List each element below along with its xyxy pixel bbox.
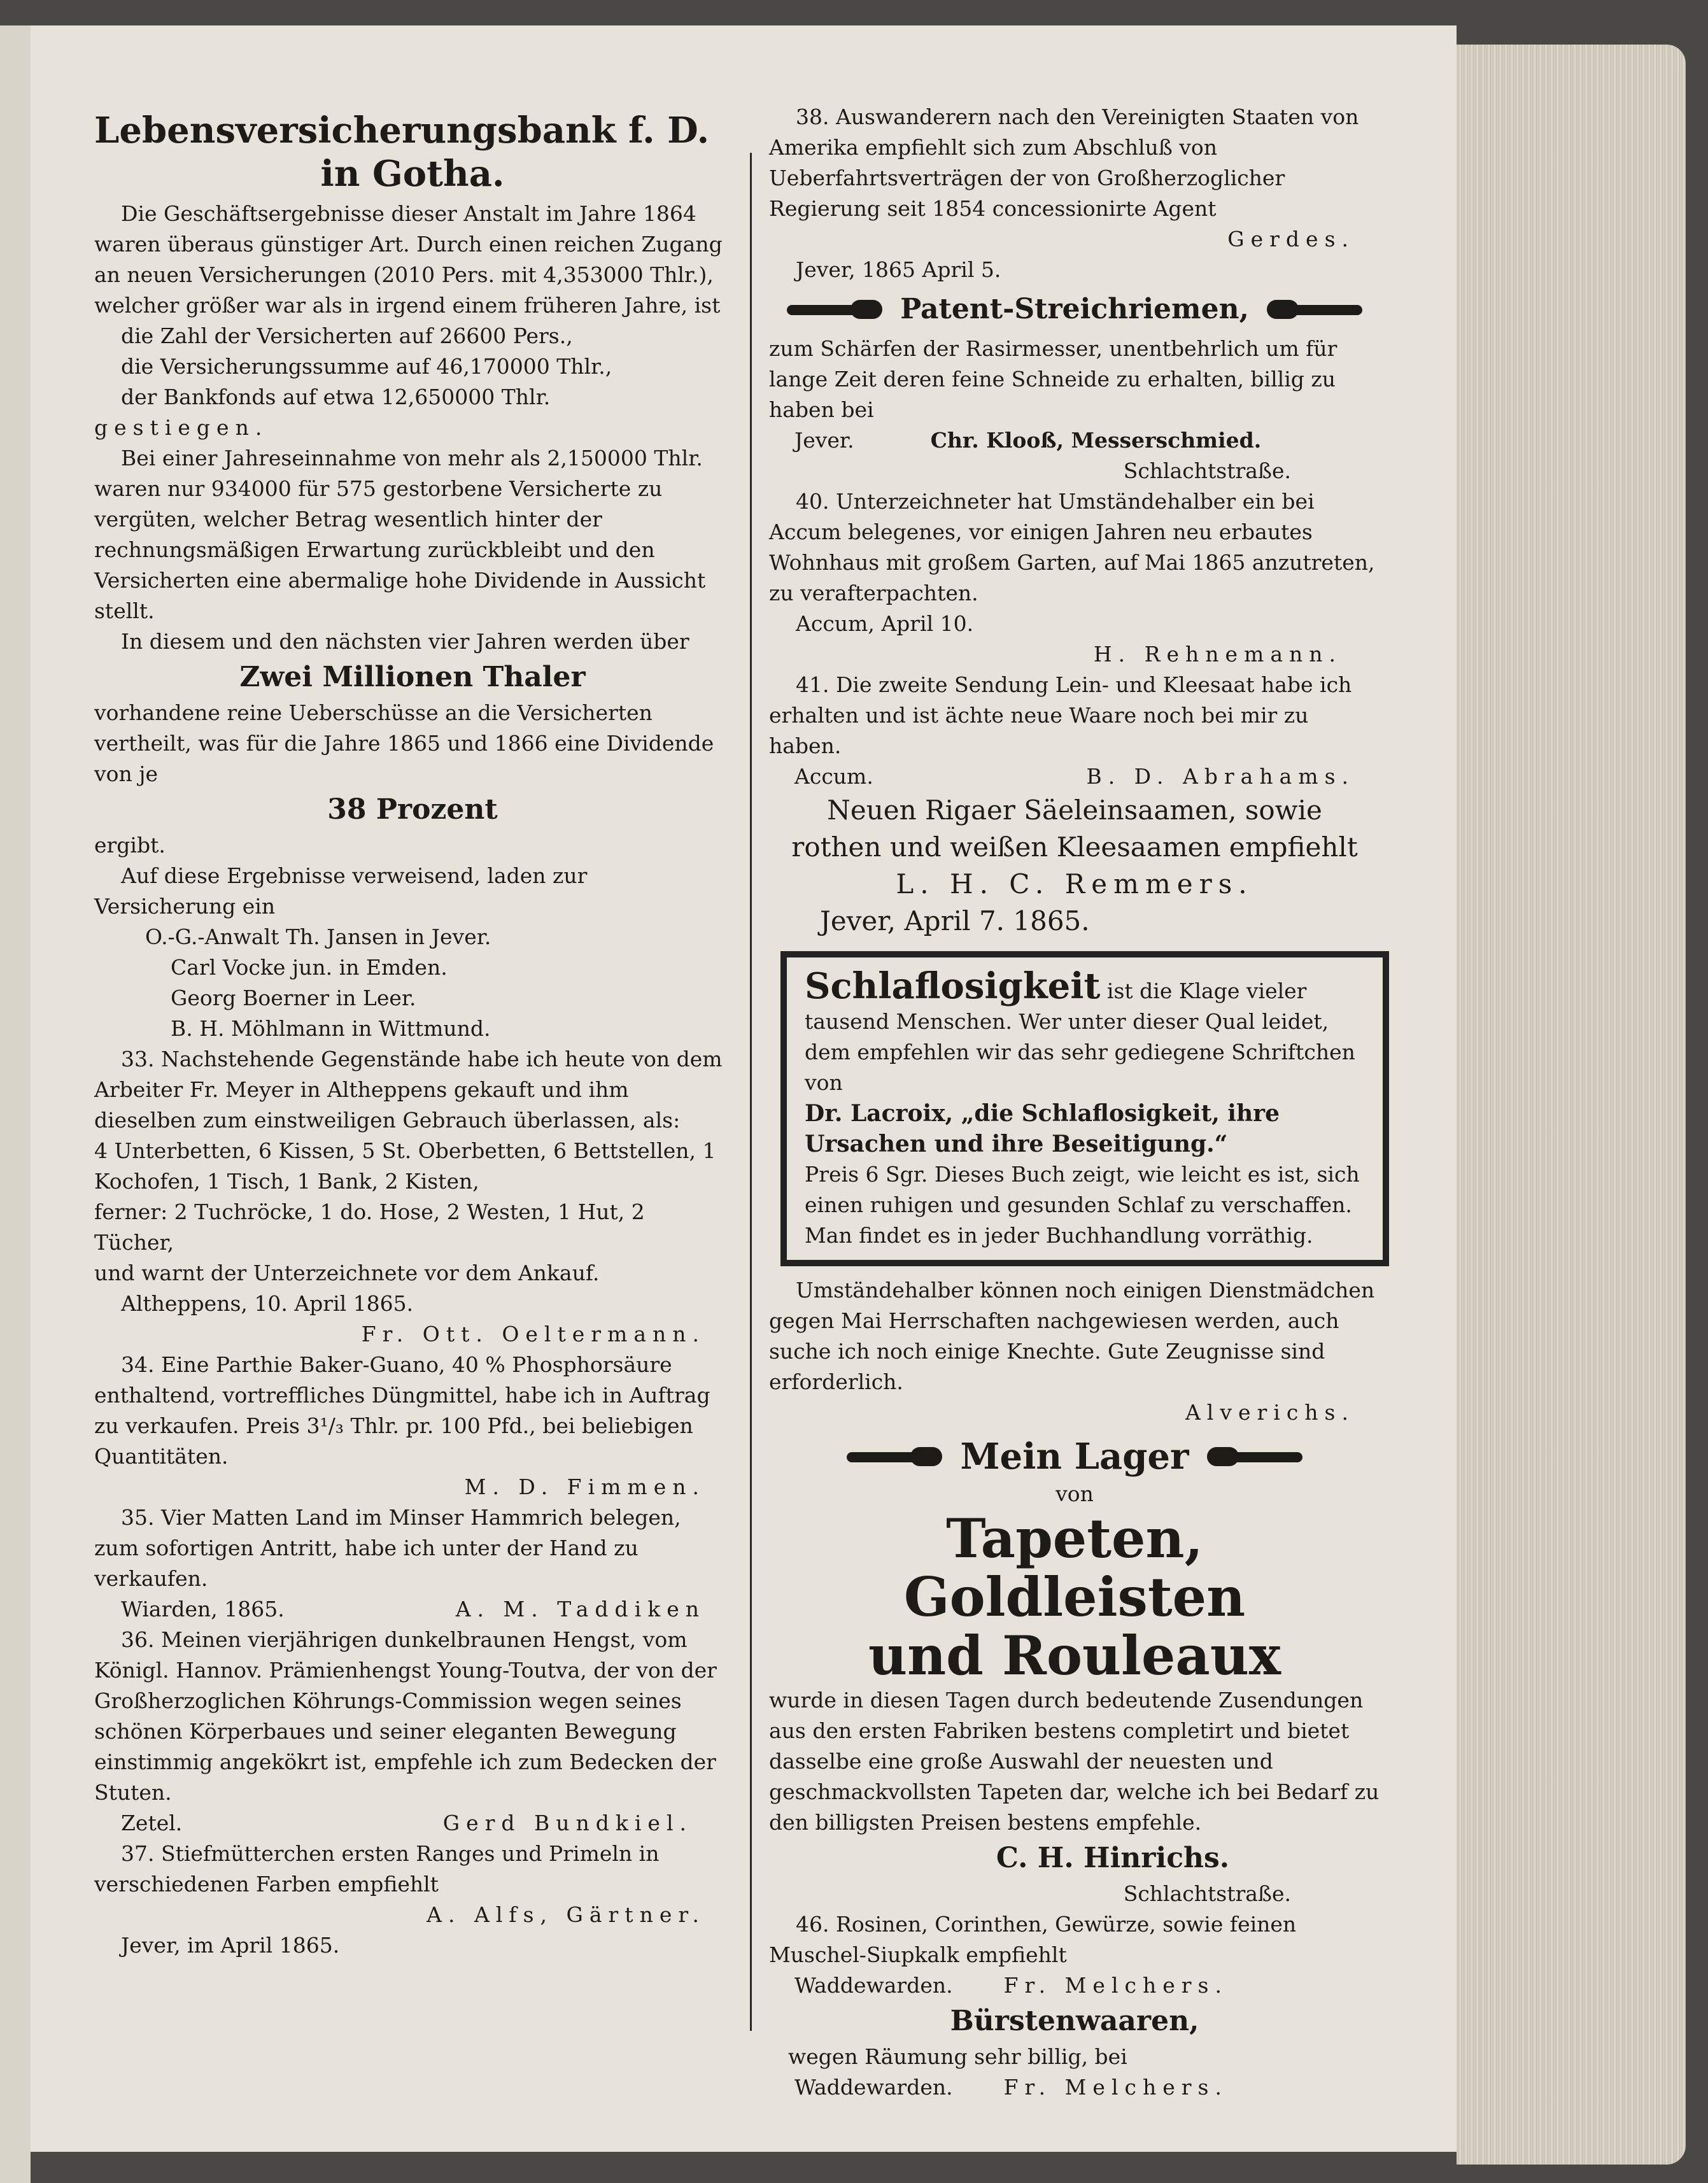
buersten-heading: Bürstenwaaren,	[950, 2005, 1199, 2037]
notice-37: 37. Stiefmütterchen ersten Ranges und Primeln in verschiedenen Farben empfiehlt	[94, 1841, 660, 1897]
insurance-stat-3: der Bankfonds auf etwa 12,650000 Thlr.	[121, 385, 551, 409]
rigaer-place: Jever, April 7. 1865.	[820, 905, 1090, 936]
notice-37-signature: A. Alfs, Gärtner.	[427, 1902, 705, 1927]
schlaflosigkeit-ad-text-2: Preis 6 Sgr. Dieses Buch zeigt, wie leicht es ist, sich einen ruhigen und gesunden Schlaf zu verschaffen. Man findet es in jeder Buchhandlung vorräthig.	[805, 1162, 1360, 1248]
patent-footer	[769, 425, 1380, 456]
buersten-text: wegen Räumung sehr billig, bei	[788, 2044, 1127, 2069]
schlaflosigkeit-book-title: Dr. Lacroix, „die Schlaflosigkeit, ihre Ursachen und ihre Beseitigung.“	[805, 1100, 1280, 1157]
patent-street: Schlachtstraße.	[1123, 458, 1291, 483]
agent-3: Georg Boerner in Leer.	[171, 986, 416, 1010]
notice-38-signature: Gerdes.	[1227, 227, 1355, 251]
lager-heading-row	[769, 1434, 1380, 1479]
notice-34: 34. Eine Parthie Baker-Guano, 40 % Phosphorsäure enthaltend, vortreffliches Düngmittel, habe ich in Auftrag zu verkaufen. Preis 3¹/₃ Thlr. pr. 100 Pfd., bei beliebigen Quantitäten.	[94, 1352, 710, 1469]
insurance-stat-2: die Versicherungssumme auf 46,170000 Thlr.,	[121, 354, 612, 379]
patent-text: zum Schärfen der Rasirmesser, unentbehrlich um für lange Zeit deren feine Schneide zu erhalten, billig zu haben bei	[769, 336, 1337, 422]
rigaer-line-1: Neuen Rigaer Säeleinsaamen, sowie	[827, 795, 1322, 826]
pointing-hand-icon	[1207, 1446, 1302, 1467]
lager-text: wurde in diesen Tagen durch bedeutende Zusendungen aus den ersten Fabriken bestens completirt und bietet dasselbe eine große Auswahl der neuesten und geschmackvollsten Tapeten dar, welche ich bei Bedarf zu den billigsten Preisen bestens empfehle.	[769, 1688, 1380, 1835]
notice-35-footer	[94, 1594, 731, 1625]
left-column	[94, 108, 731, 1961]
schlaflosigkeit-ad-box	[780, 951, 1389, 1266]
insurance-stat-1: die Zahl der Versicherten auf 26600 Pers.,	[121, 323, 573, 348]
notice-38: 38. Auswanderern nach den Vereinigten Staaten von Amerika empfiehlt sich zum Abschluß von Ueberfahrtsverträgen der von Großherzoglicher Regierung seit 1854 concessionirte Agent	[769, 104, 1359, 221]
notice-33-place: Altheppens, 10. April 1865.	[121, 1291, 414, 1316]
insurance-title-line2: in Gotha.	[320, 153, 505, 195]
notice-40-signature: H. Rehnemann.	[1093, 642, 1342, 667]
book-page-edges	[1457, 45, 1686, 2165]
agent-4: B. H. Möhlmann in Wittmund.	[171, 1016, 491, 1041]
notice-41-signature: B. D. Abrahams.	[1086, 764, 1355, 789]
newspaper-page	[31, 25, 1457, 2152]
schlaflosigkeit-ad-text-1	[805, 966, 1365, 1098]
pointing-hand-icon	[1267, 299, 1362, 320]
tapeten-heading-2: und Rouleaux	[868, 1624, 1281, 1687]
insurance-paragraph-3: In diesem und den nächsten vier Jahren werden über	[121, 629, 689, 654]
notice-38-place: Jever, 1865 April 5.	[796, 257, 1001, 282]
notice-37-place: Jever, im April 1865.	[121, 1933, 340, 1958]
lager-von: von	[1055, 1481, 1094, 1506]
notice-34-signature: M. D. Fimmen.	[464, 1474, 705, 1499]
facing-page-edge	[0, 25, 31, 2183]
buersten-signature: Fr. Melchers.	[1003, 2075, 1228, 2100]
insurance-paragraph-4: vorhandene reine Ueberschüsse an die Versicherten vertheilt, was für die Jahre 1865 und 1866 eine Dividende von je	[94, 700, 714, 786]
agent-1: O.-G.-Anwalt Th. Jansen in Jever.	[145, 924, 491, 949]
tapeten-heading-1: Tapeten, Goldleisten	[903, 1507, 1246, 1628]
rigaer-line-2: rothen und weißen Kleesaamen empfiehlt	[791, 831, 1358, 863]
notice-33-list-1: 4 Unterbetten, 6 Kissen, 5 St. Oberbetten, 6 Bettstellen, 1 Kochofen, 1 Tisch, 1 Bank, 2 Kisten,	[94, 1138, 716, 1194]
insurance-paragraph-6: Auf diese Ergebnisse verweisend, laden zur Versicherung ein	[94, 863, 588, 919]
notice-41-place: Accum.	[794, 764, 873, 789]
notice-33-warn: und warnt der Unterzeichnete vor dem Ankauf.	[94, 1261, 600, 1285]
notice-36: 36. Meinen vierjährigen dunkelbraunen Hengst, vom Königl. Hannov. Prämienhengst Young-Toutva, der von der Großherzoglichen Köhrungs-Commission wegen seines schönen Körperbaues und seiner eleganten Bewegung einstimmig angekökrt ist, empfehle ich zum Bedecken der Stuten.	[94, 1627, 717, 1805]
lager-signature: C. H. Hinrichs.	[996, 1842, 1230, 1874]
schlaflosigkeit-intro: ist die Klage vieler tausend Menschen. Wer unter dieser Qual leidet, dem empfehlen wir das sehr gediegene Schriftchen von	[805, 978, 1355, 1095]
right-column	[769, 102, 1380, 2103]
rigaer-signature: L. H. C. Remmers.	[896, 868, 1253, 900]
notice-36-signature: Gerd Bundkiel.	[442, 1811, 693, 1835]
maid-signature: Alverichs.	[1185, 1400, 1355, 1425]
lager-street: Schlachtstraße.	[1123, 1881, 1291, 1906]
insurance-title-line1: Lebensversicherungsbank f. D.	[94, 110, 710, 152]
lager-heading: Mein Lager	[960, 1436, 1189, 1478]
pointing-hand-icon	[847, 1446, 942, 1467]
notice-36-footer	[94, 1808, 731, 1839]
buersten-place: Waddewarden.	[794, 2075, 953, 2100]
insurance-heading-prozent: 38 Prozent	[327, 793, 498, 826]
schlaflosigkeit-heading: Schlaflosigkeit	[805, 965, 1101, 1007]
pointing-hand-icon	[787, 299, 882, 320]
notice-35-signature: A. M. Taddiken	[455, 1597, 705, 1621]
maid-notice: Umständehalber können noch einigen Dienstmädchen gegen Mai Herrschaften nachgewiesen werden, auch suche ich noch einige Knechte. Gute Zeugnisse sind erforderlich.	[769, 1278, 1375, 1394]
notice-35-place: Wiarden, 1865.	[121, 1597, 285, 1621]
buersten-footer	[769, 2072, 1380, 2103]
notice-41-footer	[769, 761, 1380, 792]
notice-46-footer	[769, 1970, 1380, 2001]
notice-36-place: Zetel.	[121, 1811, 183, 1835]
insurance-heading-millionen: Zwei Millionen Thaler	[239, 661, 586, 693]
patent-heading: Patent-Streichriemen,	[900, 293, 1249, 325]
column-rule	[750, 153, 752, 2031]
notice-33-signature: Fr. Ott. Oeltermann.	[361, 1322, 705, 1346]
notice-40: 40. Unterzeichneter hat Umständehalber ein bei Accum belegenes, vor einigen Jahren neu erbautes Wohnhaus mit großem Garten, auf Mai 1865 anzutreten, zu verafterpachten.	[769, 489, 1375, 605]
notice-46-place: Waddewarden.	[794, 1973, 953, 1998]
notice-46-signature: Fr. Melchers.	[1003, 1973, 1228, 1998]
insurance-paragraph-5: ergibt.	[94, 833, 166, 858]
agent-2: Carl Vocke jun. in Emden.	[171, 955, 448, 980]
patent-place: Jever.	[794, 428, 854, 453]
notice-46: 46. Rosinen, Corinthen, Gewürze, sowie feinen Muschel-Siupkalk empfiehlt	[769, 1912, 1297, 1967]
notice-33: 33. Nachstehende Gegenstände habe ich heute von dem Arbeiter Fr. Meyer in Altheppens gekauft und ihm dieselben zum einstweiligen Gebrauch überlassen, als:	[94, 1047, 723, 1133]
insurance-stat-4: gestiegen.	[94, 415, 269, 440]
notice-33-list-2: ferner: 2 Tuchröcke, 1 do. Hose, 2 Westen, 1 Hut, 2 Tücher,	[94, 1199, 645, 1255]
insurance-paragraph-1: Die Geschäftsergebnisse dieser Anstalt im Jahre 1864 waren überaus günstiger Art. Durch einen reichen Zugang an neuen Versicherungen (2010 Pers. mit 4,353000 Thlr.), welcher größer war als in irgend einem früheren Jahre, ist	[94, 201, 723, 318]
patent-signature: Chr. Klooß, Messerschmied.	[930, 428, 1262, 453]
insurance-paragraph-2: Bei einer Jahreseinnahme von mehr als 2,150000 Thlr. waren nur 934000 für 575 gestorbene Versicherte zu vergüten, welcher Betrag wesentlich hinter der rechnungsmäßigen Erwartung zurückbleibt und den Versicherten eine abermalige hohe Dividende in Aussicht stellt.	[94, 446, 706, 623]
notice-35: 35. Vier Matten Land im Minser Hammrich belegen, zum sofortigen Antritt, habe ich unter der Hand zu verkaufen.	[94, 1505, 681, 1591]
patent-heading-row	[769, 289, 1380, 330]
notice-41: 41. Die zweite Sendung Lein- und Kleesaat habe ich erhalten und ist ächte neue Waare noch bei mir zu haben.	[769, 672, 1352, 758]
notice-40-place: Accum, April 10.	[796, 611, 974, 636]
